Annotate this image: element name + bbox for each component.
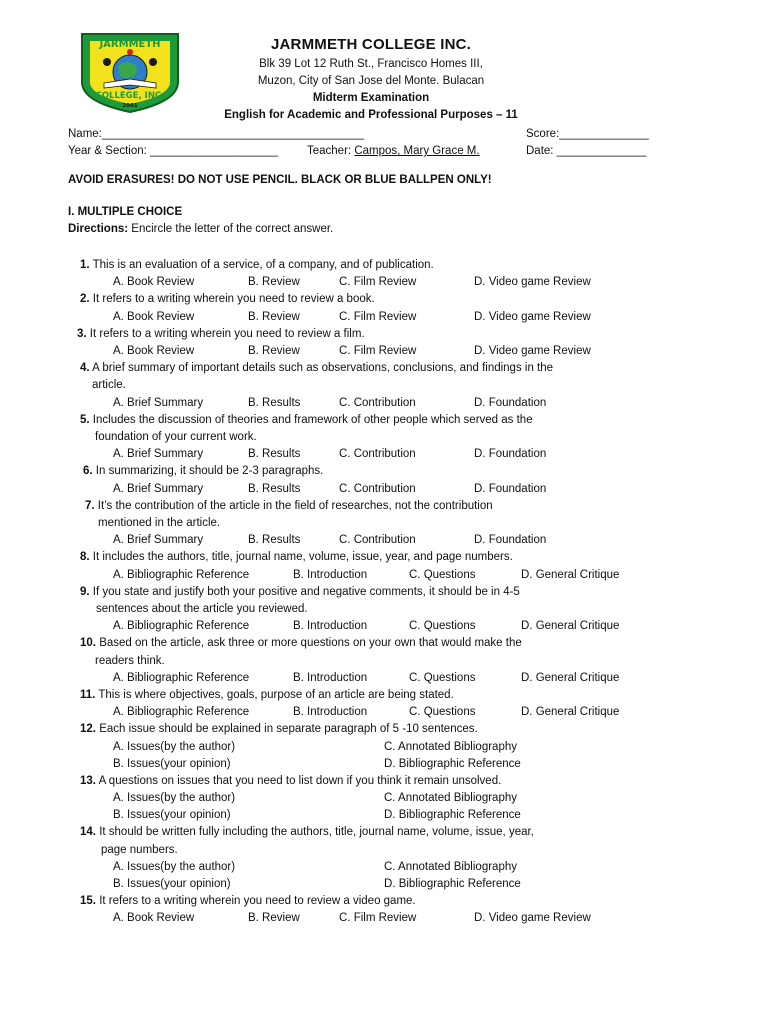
question-text: A brief summary of important details such as observations, conclusions, and findings in the — [92, 362, 554, 375]
question-stem — [0, 463, 768, 480]
answer-option[interactable]: A. Issues(by the author) — [113, 740, 236, 753]
question-number: 1. — [80, 259, 90, 271]
answer-option[interactable]: A. Book Review — [113, 276, 195, 289]
question-item — [0, 687, 768, 721]
answer-option[interactable]: B. Results — [248, 448, 301, 461]
question-text: In summarizing, it should be 2-3 paragraphs. — [95, 465, 324, 478]
answer-option[interactable]: A. Brief Summary — [113, 396, 204, 409]
answer-option[interactable]: B. Review — [248, 344, 300, 357]
teacher-name: Campos, Mary Grace M. — [354, 145, 480, 157]
option-row — [0, 704, 768, 721]
answer-option[interactable]: D. General Critique — [521, 671, 620, 684]
option-row — [0, 274, 768, 291]
question-text-continued: sentences about the article you reviewed. — [96, 602, 308, 615]
question-stem — [0, 257, 768, 274]
college-name: JARMMETH COLLEGE INC. — [270, 36, 472, 53]
question-text: It refers to a writing wherein you need to review a film. — [89, 327, 365, 340]
question-text-continued: foundation of your current work. — [95, 430, 257, 443]
answer-option[interactable]: B. Issues(your opinion) — [113, 809, 231, 822]
answer-option[interactable]: B. Results — [248, 534, 301, 547]
answer-option[interactable]: B. Introduction — [293, 620, 368, 633]
question-item — [0, 326, 768, 360]
answer-option[interactable]: A. Issues(by the author) — [113, 792, 236, 805]
logo-top-text: JARMMETH — [99, 39, 161, 50]
question-stem — [0, 360, 768, 377]
answer-option[interactable]: B. Introduction — [293, 671, 368, 684]
question-number: 13. — [80, 774, 96, 787]
question-number: 11. — [80, 688, 96, 701]
teacher-label: Teacher: — [307, 145, 355, 157]
question-item — [0, 412, 768, 464]
question-item — [0, 824, 768, 893]
answer-option[interactable]: B. Results — [248, 482, 301, 495]
question-list — [0, 257, 768, 928]
question-item — [0, 773, 768, 825]
question-stem — [0, 549, 768, 566]
answer-option[interactable]: D. Bibliographic Reference — [384, 757, 521, 770]
address-line-1: Blk 39 Lot 12 Ruth St., Francisco Homes III, — [259, 58, 483, 70]
answer-option[interactable]: B. Issues(your opinion) — [113, 878, 231, 891]
answer-option[interactable]: D. Bibliographic Reference — [384, 809, 521, 822]
answer-option[interactable]: B. Review — [248, 276, 300, 289]
question-text: Based on the article, ask three or more questions on your own that would make the — [99, 637, 522, 650]
answer-option[interactable]: C. Contribution — [339, 396, 416, 409]
option-row — [0, 567, 768, 584]
question-text: It should be written fully including the authors, title, journal name, volume, issue, year, — [99, 826, 534, 839]
question-number: 15. — [80, 895, 96, 908]
question-item — [0, 463, 768, 497]
answer-option[interactable]: D. Video game Review — [474, 310, 591, 323]
answer-option[interactable]: A. Brief Summary — [113, 534, 204, 547]
directions-label: Directions: — [68, 223, 129, 235]
answer-option[interactable]: D. Foundation — [474, 534, 547, 547]
question-stem — [0, 291, 768, 308]
option-row — [0, 481, 768, 498]
answer-option[interactable]: B. Review — [248, 912, 300, 925]
question-item — [0, 257, 768, 291]
question-text: It refers to a writing wherein you need to review a book. — [92, 293, 375, 306]
question-text-continued: mentioned in the article. — [98, 516, 221, 529]
question-item — [0, 549, 768, 583]
question-stem — [0, 326, 768, 343]
answer-option[interactable]: A. Issues(by the author) — [113, 860, 236, 873]
question-stem — [0, 687, 768, 704]
option-row — [0, 807, 768, 824]
document-header — [186, 36, 556, 124]
option-row — [0, 790, 768, 807]
section-title: I. MULTIPLE CHOICE — [68, 206, 183, 218]
answer-option[interactable]: C. Annotated Bibliography — [384, 792, 517, 805]
question-text: Includes the discussion of theories and framework of other people which served as the — [92, 413, 533, 426]
question-item — [0, 721, 768, 773]
question-text: This is an evaluation of a service, of a company, and of publication. — [92, 259, 434, 271]
answer-option[interactable]: A. Bibliographic Reference — [113, 671, 250, 684]
answer-option[interactable]: C. Questions — [409, 671, 476, 684]
answer-option[interactable]: C. Contribution — [339, 448, 416, 461]
subject-title: English for Academic and Professional Purposes – 11 — [224, 109, 518, 121]
answer-option[interactable]: C. Questions — [409, 568, 476, 581]
answer-option[interactable]: D. General Critique — [521, 568, 620, 581]
answer-option[interactable]: A. Book Review — [113, 344, 195, 357]
answer-option[interactable]: C. Film Review — [339, 344, 417, 357]
date-field[interactable]: Date: ______________ — [526, 145, 647, 157]
answer-option[interactable]: D. Video game Review — [474, 276, 591, 289]
address-line-2: Muzon, City of San Jose del Monte. Bulacan — [257, 75, 485, 87]
option-row — [0, 876, 768, 893]
answer-option[interactable]: B. Review — [248, 310, 300, 323]
directions — [68, 223, 333, 235]
question-text: A questions on issues that you need to list down if you think it remain unsolved. — [98, 774, 502, 787]
answer-option[interactable]: B. Introduction — [293, 568, 368, 581]
question-number: 5. — [80, 413, 90, 426]
option-row — [0, 532, 768, 549]
option-row — [0, 395, 768, 412]
question-stem — [0, 824, 768, 841]
answer-option[interactable]: D. Video game Review — [474, 344, 591, 357]
answer-option[interactable]: D. General Critique — [521, 620, 620, 633]
exam-title: Midterm Examination — [312, 92, 430, 104]
answer-option[interactable]: C. Annotated Bibliography — [384, 740, 517, 753]
option-row — [0, 910, 768, 927]
question-stem — [0, 498, 768, 515]
answer-option[interactable]: A. Book Review — [113, 310, 195, 323]
answer-option[interactable]: D. Foundation — [474, 482, 547, 495]
name-field[interactable]: Name:_________________________________________ — [68, 128, 365, 140]
answer-option[interactable]: D. Video game Review — [474, 912, 591, 925]
answer-option[interactable]: B. Introduction — [293, 706, 368, 719]
answer-option[interactable]: D. Foundation — [474, 448, 547, 461]
college-logo — [74, 30, 186, 114]
option-row — [0, 859, 768, 876]
option-row — [0, 309, 768, 326]
option-row — [0, 670, 768, 687]
answer-option[interactable]: C. Contribution — [339, 534, 416, 547]
answer-option[interactable]: A. Bibliographic Reference — [113, 620, 250, 633]
question-text: It includes the authors, title, journal name, volume, issue, year, and page numbers. — [92, 551, 513, 564]
question-text: It refers to a writing wherein you need to review a video game. — [99, 895, 416, 908]
question-item — [0, 635, 768, 687]
question-text-continued: page numbers. — [101, 843, 178, 856]
question-item — [0, 498, 768, 550]
directions-text: Encircle the letter of the correct answer. — [128, 223, 334, 235]
question-item — [0, 893, 768, 927]
answer-option[interactable]: A. Brief Summary — [113, 448, 204, 461]
option-row — [0, 343, 768, 360]
question-text: Each issue should be explained in separate paragraph of 5 -10 sentences. — [99, 723, 478, 736]
question-text: If you state and justify both your positive and negative comments, it should be in 4-5 — [92, 585, 520, 598]
answer-option[interactable]: C. Questions — [409, 620, 476, 633]
answer-option[interactable]: C. Questions — [409, 706, 476, 719]
question-stem — [0, 893, 768, 910]
answer-option[interactable]: C. Film Review — [339, 912, 417, 925]
option-row — [0, 446, 768, 463]
question-number: 7. — [85, 499, 95, 512]
year-section-field[interactable]: Year & Section: ____________________ — [68, 145, 278, 157]
answer-option[interactable]: D. Bibliographic Reference — [384, 878, 521, 891]
question-item — [0, 360, 768, 412]
answer-option[interactable]: C. Contribution — [339, 482, 416, 495]
answer-option[interactable]: D. General Critique — [521, 706, 620, 719]
answer-option[interactable]: A. Book Review — [113, 912, 195, 925]
answer-option[interactable]: C. Annotated Bibliography — [384, 860, 517, 873]
question-stem — [0, 412, 768, 429]
logo-year: 2001 — [122, 103, 138, 109]
question-number: 4. — [80, 362, 90, 375]
score-field[interactable]: Score:______________ — [526, 128, 649, 140]
answer-option[interactable]: C. Film Review — [339, 310, 417, 323]
question-stem — [0, 635, 768, 652]
question-number: 6. — [83, 465, 93, 478]
question-text: This is where objectives, goals, purpose of an article are being stated. — [98, 688, 454, 701]
answer-option[interactable]: B. Issues(your opinion) — [113, 757, 231, 770]
question-item — [0, 291, 768, 325]
option-row — [0, 618, 768, 635]
question-number: 10. — [80, 637, 96, 650]
answer-option[interactable]: A. Bibliographic Reference — [113, 706, 250, 719]
question-number: 3. — [77, 327, 87, 340]
question-text-continued: article. — [92, 379, 126, 392]
question-text-continued: readers think. — [95, 654, 165, 667]
answer-option[interactable]: B. Results — [248, 396, 301, 409]
question-number: 14. — [80, 826, 96, 839]
warning-text: AVOID ERASURES! DO NOT USE PENCIL. BLACK OR BLUE BALLPEN ONLY! — [68, 174, 492, 186]
question-stem — [0, 721, 768, 738]
logo-bottom-text: COLLEGE, INC. — [95, 91, 165, 101]
teacher-field — [307, 145, 480, 157]
answer-option[interactable]: A. Brief Summary — [113, 482, 204, 495]
answer-option[interactable]: A. Bibliographic Reference — [113, 568, 250, 581]
answer-option[interactable]: C. Film Review — [339, 276, 417, 289]
question-text: It’s the contribution of the article in the field of researches, not the contribution — [97, 499, 493, 512]
question-number: 9. — [80, 585, 90, 598]
option-row — [0, 739, 768, 756]
answer-option[interactable]: D. Foundation — [474, 396, 547, 409]
question-number: 12. — [80, 723, 96, 736]
question-stem — [0, 773, 768, 790]
question-number: 8. — [80, 551, 90, 564]
question-number: 2. — [80, 293, 90, 306]
question-item — [0, 584, 768, 636]
question-stem — [0, 584, 768, 601]
option-row — [0, 756, 768, 773]
